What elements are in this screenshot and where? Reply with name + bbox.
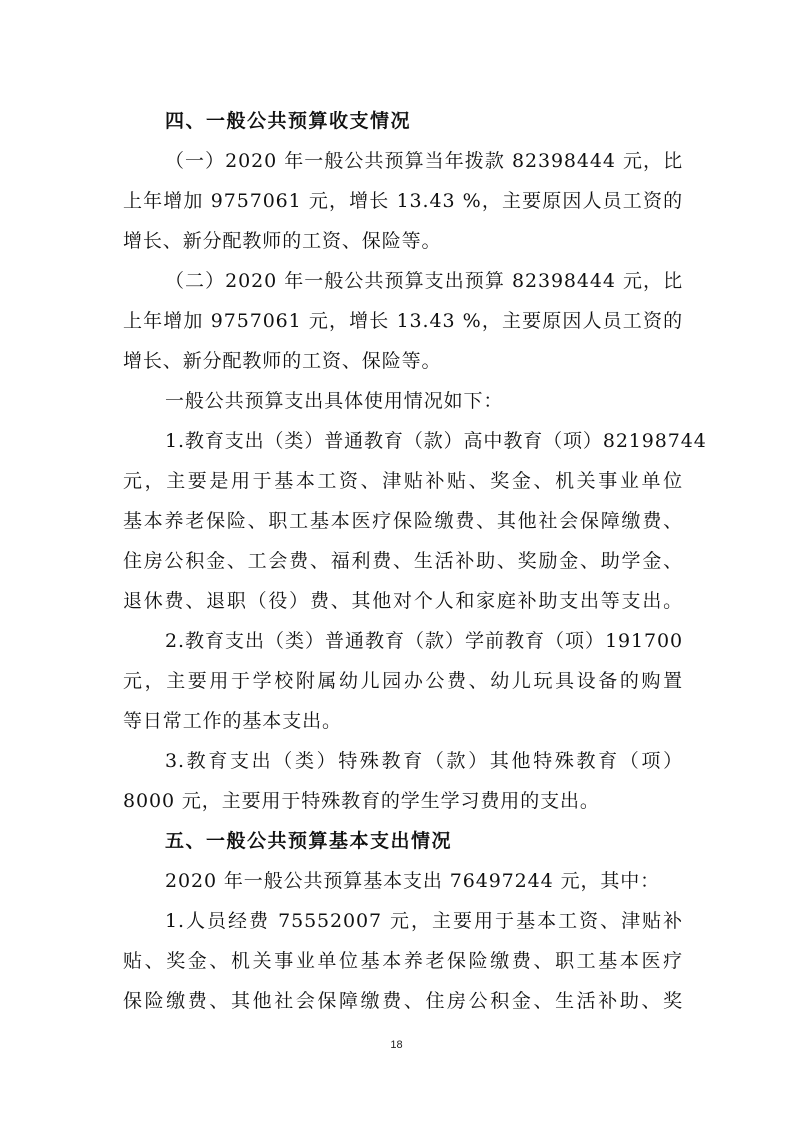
paragraph-line: 退休费、退职（役）费、其他对个人和家庭补助支出等支出。 xyxy=(123,590,683,612)
paragraph-line: 增长、新分配教师的工资、保险等。 xyxy=(123,230,442,252)
paragraph-line: 1.人员经费 75552007 元，主要用于基本工资、津贴补 xyxy=(165,910,683,932)
paragraph-line: 住房公积金、工会费、福利费、生活补助、奖励金、助学金、 xyxy=(123,550,683,572)
paragraph-line: （二）2020 年一般公共预算支出预算 82398444 元，比 xyxy=(165,270,683,292)
paragraph-line: 基本养老保险、职工基本医疗保险缴费、其他社会保障缴费、 xyxy=(123,510,683,532)
paragraph-line: 等日常工作的基本支出。 xyxy=(123,710,342,732)
paragraph-line: （一）2020 年一般公共预算当年拨款 82398444 元，比 xyxy=(165,150,683,172)
paragraph-line: 2020 年一般公共预算基本支出 76497244 元，其中： xyxy=(165,870,661,892)
paragraph-line: 元，主要是用于基本工资、津贴补贴、奖金、机关事业单位 xyxy=(123,470,683,492)
section-heading-4: 四、一般公共预算收支情况 xyxy=(165,110,412,132)
paragraph-line: 8000 元，主要用于特殊教育的学生学习费用的支出。 xyxy=(123,790,600,812)
paragraph-line: 1.教育支出（类）普通教育（款）高中教育（项）82198744 xyxy=(165,430,707,452)
paragraph-line: 元，主要用于学校附属幼儿园办公费、幼儿玩具设备的购置 xyxy=(123,670,683,692)
paragraph-line: 上年增加 9757061 元，增长 13.43 %，主要原因人员工资的 xyxy=(123,190,683,212)
paragraph-line: 增长、新分配教师的工资、保险等。 xyxy=(123,350,442,372)
paragraph-line: 保险缴费、其他社会保障缴费、住房公积金、生活补助、奖 xyxy=(123,990,683,1012)
paragraph-line: 上年增加 9757061 元，增长 13.43 %，主要原因人员工资的 xyxy=(123,310,683,332)
paragraph-line: 贴、奖金、机关事业单位基本养老保险缴费、职工基本医疗 xyxy=(123,950,683,972)
paragraph-line: 3.教育支出（类）特殊教育（款）其他特殊教育（项） xyxy=(165,750,683,772)
section-heading-5: 五、一般公共预算基本支出情况 xyxy=(165,830,453,852)
paragraph-line: 2.教育支出（类）普通教育（款）学前教育（项）191700 xyxy=(165,630,683,652)
page-number: 18 xyxy=(390,1039,403,1051)
paragraph-line: 一般公共预算支出具体使用情况如下： xyxy=(165,390,504,412)
